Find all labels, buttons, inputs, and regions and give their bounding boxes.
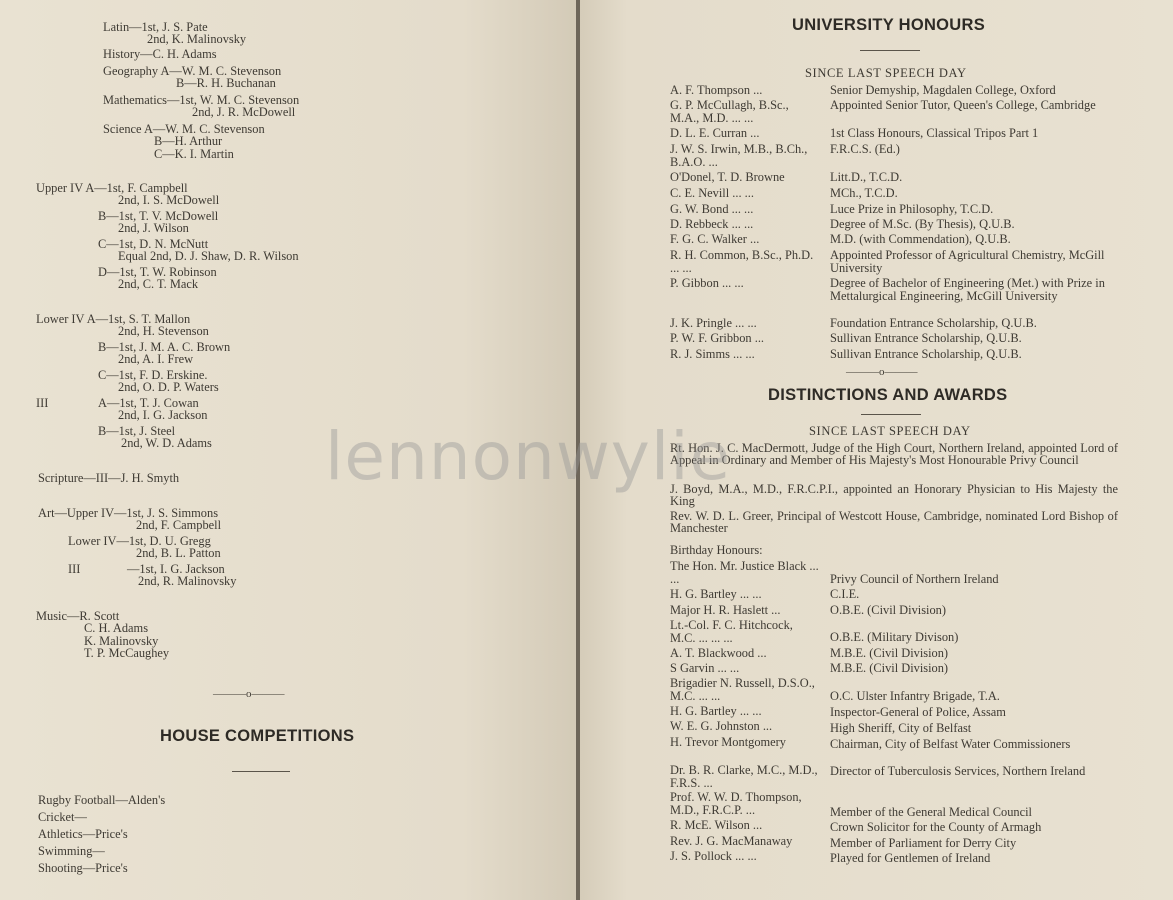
- honour-desc: Appointed Senior Tutor, Queen's College, Cambridge: [830, 98, 1096, 112]
- result-line: D—1st, T. W. Robinson: [98, 265, 217, 279]
- honour-desc: C.I.E.: [830, 587, 860, 601]
- honour-name: H. G. Bartley ... ...: [670, 704, 762, 718]
- result-line: 2nd, W. D. Adams: [121, 436, 212, 450]
- honour-name: The Hon. Mr. Justice Black ... ...: [670, 559, 819, 586]
- honour-name: G. W. Bond ... ...: [670, 202, 754, 216]
- honour-name: Prof. W. W. D. Thompson, M.D., F.R.C.P. ...: [670, 790, 802, 817]
- result-line: C—K. I. Martin: [154, 147, 234, 161]
- result-line: History—C. H. Adams: [103, 47, 217, 61]
- distinctions-heading: DISTINCTIONS AND AWARDS: [768, 386, 1008, 404]
- distinction-paragraph: J. Boyd, M.A., M.D., F.R.C.P.I., appointed an Honorary Physician to His Majesty the King: [670, 482, 1118, 508]
- honour-name: R. H. Common, B.Sc., Ph.D. ... ...: [670, 248, 814, 275]
- honour-name: P. Gibbon ... ...: [670, 276, 744, 290]
- honour-desc: O.B.E. (Civil Division): [830, 603, 946, 617]
- result-line: Equal 2nd, D. J. Shaw, D. R. Wilson: [118, 249, 299, 263]
- honour-desc: Appointed Professor of Agricultural Chemistry, McGill University: [830, 248, 1105, 275]
- section-divider: ———o———: [846, 366, 918, 378]
- honour-desc: Degree of Bachelor of Engineering (Met.) with Prize in Mettalurgical Engineering, McGill University: [830, 276, 1105, 303]
- honour-name: R. J. Simms ... ...: [670, 347, 755, 361]
- honour-desc: Luce Prize in Philosophy, T.C.D.: [830, 202, 994, 216]
- honour-name: F. G. C. Walker ...: [670, 232, 760, 246]
- honour-desc: Member of the General Medical Council: [830, 805, 1032, 819]
- house-competitions-heading: HOUSE COMPETITIONS: [160, 727, 355, 745]
- result-line: 2nd, J. Wilson: [118, 221, 189, 235]
- result-line: B—H. Arthur: [154, 134, 223, 148]
- honour-desc: MCh., T.C.D.: [830, 186, 898, 200]
- honour-desc: Crown Solicitor for the County of Armagh: [830, 820, 1042, 834]
- distinction-paragraph: Rt. Hon. J. C. MacDermott, Judge of the High Court, Northern Ireland, appointed Lord of Appeal in Ordinary and Member of His Majesty's Most Honourable Privy Council: [670, 441, 1118, 467]
- result-line: T. P. McCaughey: [84, 646, 170, 660]
- honour-desc: Litt.D., T.C.D.: [830, 170, 903, 184]
- result-line: 2nd, R. Malinovsky: [138, 574, 237, 588]
- result-line: —1st, I. G. Jackson: [127, 562, 225, 576]
- result-line: 2nd, B. L. Patton: [136, 546, 221, 560]
- result-line: B—1st, J. M. A. C. Brown: [98, 340, 231, 354]
- honour-name: D. L. E. Curran ...: [670, 126, 760, 140]
- result-line: Scripture—III—J. H. Smyth: [38, 471, 180, 485]
- honour-name: P. W. F. Gribbon ...: [670, 331, 765, 345]
- result-line: Latin—1st, J. S. Pate: [103, 20, 208, 34]
- honour-desc: Director of Tuberculosis Services, Northern Ireland: [830, 764, 1086, 778]
- house-line: Cricket—: [38, 810, 87, 824]
- honour-name: Rev. J. G. MacManaway: [670, 834, 793, 848]
- honour-name: S Garvin ... ...: [670, 661, 740, 675]
- honour-name: C. E. Nevill ... ...: [670, 186, 754, 200]
- honour-desc: O.B.E. (Military Divison): [830, 630, 959, 644]
- result-line: Music—R. Scott: [36, 609, 120, 623]
- honour-name: G. P. McCullagh, B.Sc., M.A., M.D. ... ...: [670, 98, 789, 125]
- honour-name: D. Rebbeck ... ...: [670, 217, 754, 231]
- honour-name: Lt.-Col. F. C. Hitchcock, M.C. ... ... ...: [670, 618, 793, 645]
- honour-name: A. T. Blackwood ...: [670, 646, 767, 660]
- house-line: Swimming—: [38, 844, 105, 858]
- result-line: Lower IV—1st, D. U. Gregg: [68, 534, 211, 548]
- house-line: Shooting—Price's: [38, 861, 128, 875]
- result-line: 2nd, O. D. P. Waters: [118, 380, 219, 394]
- heading-rule: [861, 414, 921, 415]
- result-line: 2nd, C. T. Mack: [118, 277, 199, 291]
- since-subheading: SINCE LAST SPEECH DAY: [805, 66, 967, 80]
- result-line: Art—Upper IV—1st, J. S. Simmons: [38, 506, 219, 520]
- honour-desc: Member of Parliament for Derry City: [830, 836, 1017, 850]
- heading-rule: [860, 50, 920, 51]
- honour-desc: Foundation Entrance Scholarship, Q.U.B.: [830, 316, 1037, 330]
- honour-desc: Played for Gentlemen of Ireland: [830, 851, 991, 865]
- result-line: Upper IV A—1st, F. Campbell: [36, 181, 188, 195]
- honour-desc: M.D. (with Commendation), Q.U.B.: [830, 232, 1011, 246]
- honour-name: J. W. S. Irwin, M.B., B.Ch., B.A.O. ...: [670, 142, 808, 169]
- result-line: C—1st, F. D. Erskine.: [98, 368, 208, 382]
- honour-name: J. K. Pringle ... ...: [670, 316, 757, 330]
- result-line: Mathematics—1st, W. M. C. Stevenson: [103, 93, 300, 107]
- honour-name: Brigadier N. Russell, D.S.O., M.C. ... ...: [670, 676, 815, 703]
- honour-desc: Privy Council of Northern Ireland: [830, 572, 999, 586]
- honour-name: H. G. Bartley ... ...: [670, 587, 762, 601]
- result-line: Lower IV A—1st, S. T. Mallon: [36, 312, 191, 326]
- house-line: Rugby Football—Alden's: [38, 793, 166, 807]
- result-line: 2nd, K. Malinovsky: [147, 32, 247, 46]
- honour-name: J. S. Pollock ... ...: [670, 849, 757, 863]
- result-line: C—1st, D. N. McNutt: [98, 237, 209, 251]
- university-honours-heading: UNIVERSITY HONOURS: [792, 16, 986, 34]
- result-line: 2nd, F. Campbell: [136, 518, 222, 532]
- result-line: 2nd, I. S. McDowell: [118, 193, 220, 207]
- honour-desc: Sullivan Entrance Scholarship, Q.U.B.: [830, 331, 1022, 345]
- result-line: III: [36, 396, 49, 410]
- result-line: B—1st, J. Steel: [98, 424, 176, 438]
- honour-desc: F.R.C.S. (Ed.): [830, 142, 900, 156]
- section-divider: ———o———: [213, 688, 285, 700]
- result-line: 2nd, J. R. McDowell: [192, 105, 296, 119]
- honour-desc: High Sheriff, City of Belfast: [830, 721, 972, 735]
- since-subheading: SINCE LAST SPEECH DAY: [809, 424, 971, 438]
- honour-name: H. Trevor Montgomery: [670, 735, 786, 749]
- house-line: Athletics—Price's: [38, 827, 128, 841]
- honour-name: Major H. R. Haslett ...: [670, 603, 781, 617]
- honour-desc: M.B.E. (Civil Division): [830, 661, 949, 675]
- honour-name: A. F. Thompson ...: [670, 83, 763, 97]
- birthday-honours-label: Birthday Honours:: [670, 543, 763, 557]
- heading-rule: [232, 771, 290, 772]
- result-line: 2nd, I. G. Jackson: [118, 408, 208, 422]
- result-line: C. H. Adams: [84, 621, 149, 635]
- result-line: 2nd, H. Stevenson: [118, 324, 209, 338]
- honour-desc: 1st Class Honours, Classical Tripos Part 1: [830, 126, 1039, 140]
- honour-desc: O.C. Ulster Infantry Brigade, T.A.: [830, 689, 1000, 703]
- honour-name: O'Donel, T. D. Browne: [670, 170, 785, 184]
- honour-desc: Sullivan Entrance Scholarship, Q.U.B.: [830, 347, 1022, 361]
- result-line: 2nd, A. I. Frew: [118, 352, 194, 366]
- honour-name: R. McE. Wilson ...: [670, 818, 763, 832]
- result-line: Geography A—W. M. C. Stevenson: [103, 64, 282, 78]
- watermark: lennonwylie: [325, 418, 732, 495]
- distinction-paragraph: Rev. W. D. L. Greer, Principal of Westcott House, Cambridge, nominated Lord Bishop of Manchester: [670, 509, 1118, 535]
- result-line: A—1st, T. J. Cowan: [98, 396, 199, 410]
- honour-name: W. E. G. Johnston ...: [670, 719, 773, 733]
- honour-name: Dr. B. R. Clarke, M.C., M.D., F.R.S. ...: [670, 763, 818, 790]
- result-line: K. Malinovsky: [84, 634, 159, 648]
- honour-desc: Chairman, City of Belfast Water Commissioners: [830, 737, 1071, 751]
- result-line: B—1st, T. V. McDowell: [98, 209, 219, 223]
- honour-desc: Degree of M.Sc. (By Thesis), Q.U.B.: [830, 217, 1015, 231]
- honour-desc: Inspector-General of Police, Assam: [830, 705, 1006, 719]
- honour-desc: Senior Demyship, Magdalen College, Oxford: [830, 83, 1056, 97]
- result-line: III: [68, 562, 81, 576]
- result-line: Science A—W. M. C. Stevenson: [103, 122, 265, 136]
- honour-desc: M.B.E. (Civil Division): [830, 646, 949, 660]
- result-line: B—R. H. Buchanan: [176, 76, 276, 90]
